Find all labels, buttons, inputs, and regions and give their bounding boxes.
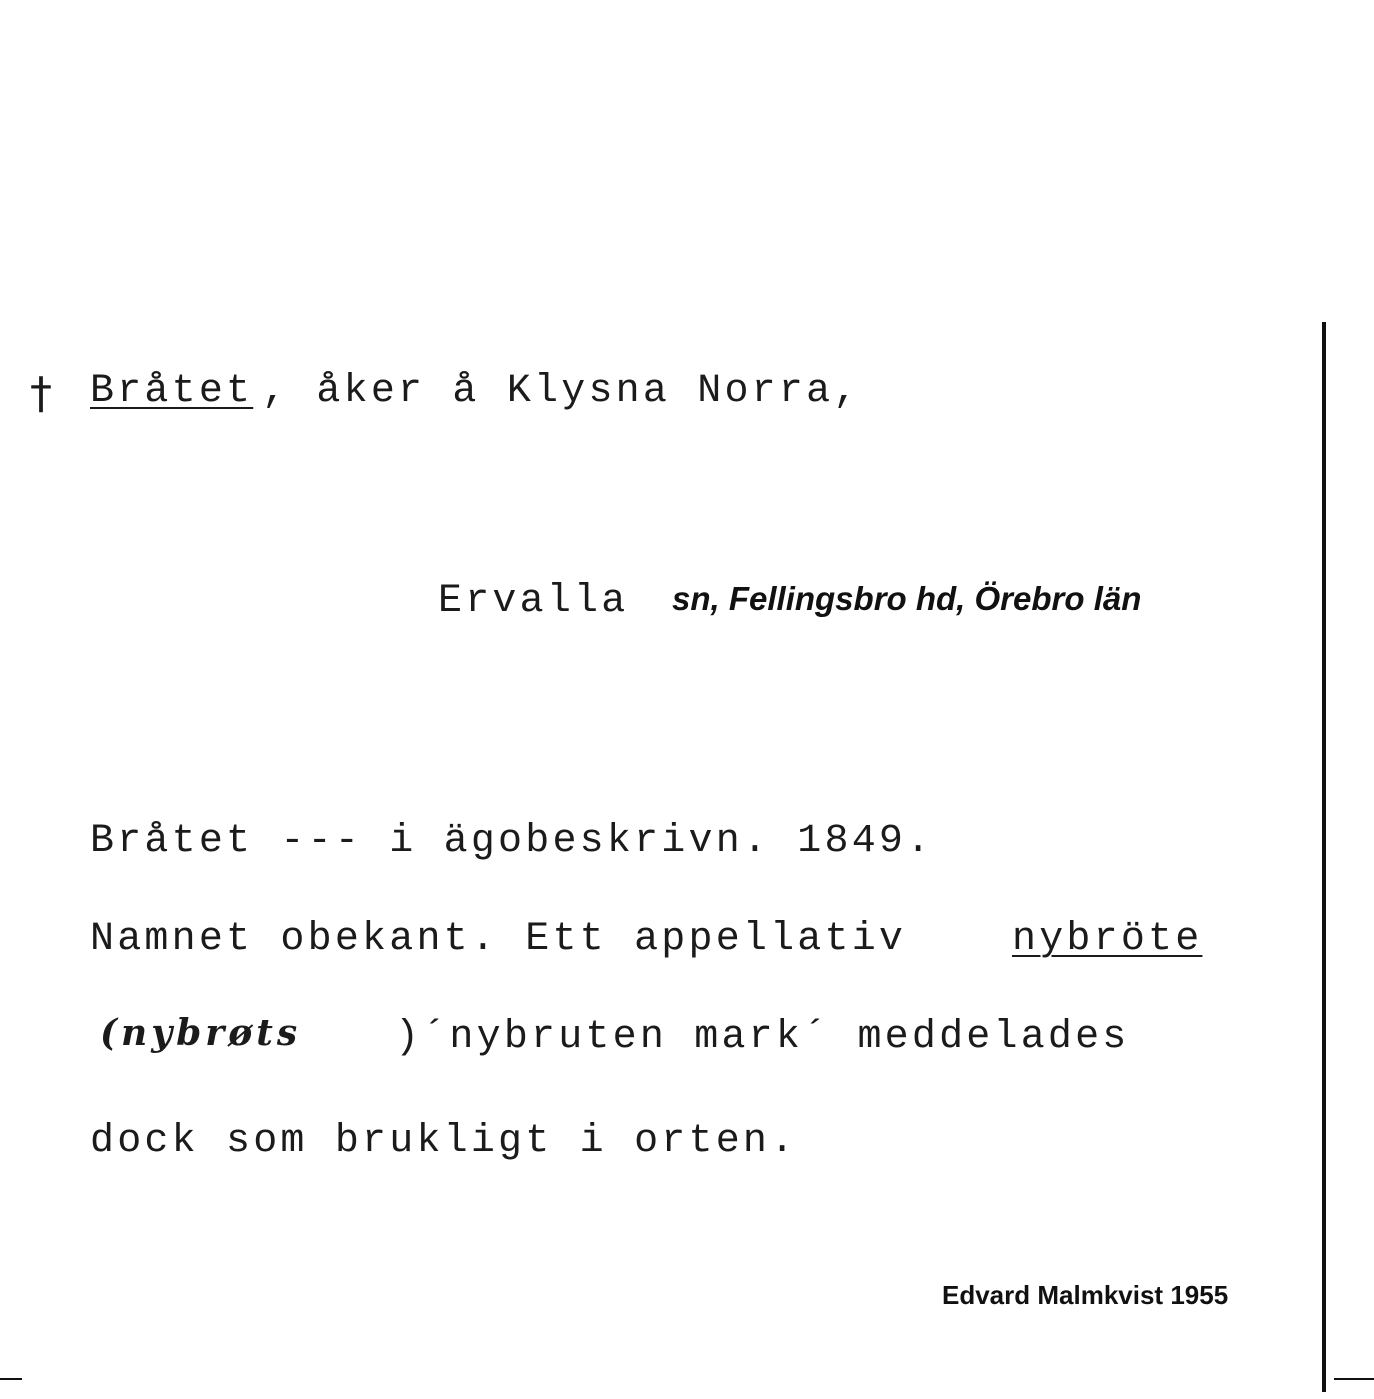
card-left-tick <box>0 1378 22 1380</box>
location-parish-typed: Ervalla <box>438 579 629 624</box>
card-right-border <box>1322 322 1326 1392</box>
headline-rest: , åker å Klysna Norra, <box>262 369 861 414</box>
cross-symbol: † <box>30 368 56 419</box>
card-right-border-tick <box>1334 1378 1374 1380</box>
body-line-1: Bråtet --- i ägobeskrivn. 1849. <box>90 819 934 864</box>
location-printed: sn, Fellingsbro hd, Örebro län <box>672 580 1142 617</box>
body-line-3-handwritten: (nybrøts <box>100 1012 302 1054</box>
headword: Bråtet <box>90 369 254 414</box>
body-line-2-underlined: nybröte <box>1012 917 1203 962</box>
signature: Edvard Malmkvist 1955 <box>942 1280 1229 1310</box>
body-line-4: dock som brukligt i orten. <box>90 1119 798 1164</box>
body-line-3: )´nybruten mark´ meddelades <box>395 1015 1130 1060</box>
body-line-2: Namnet obekant. Ett appellativ <box>90 917 934 962</box>
